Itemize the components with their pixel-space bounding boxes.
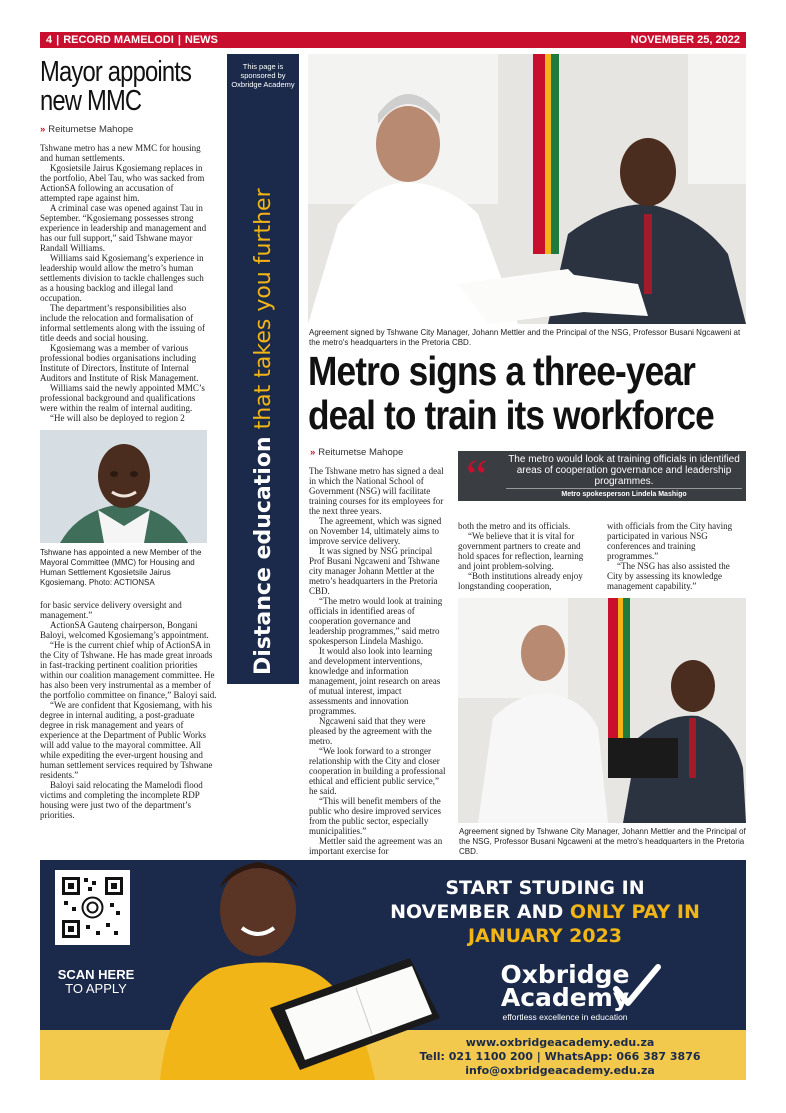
left-headline-line2: new MMC — [40, 85, 142, 117]
paragraph: “We look forward to a stronger relationship with the City and closer cooperation in building a professional ethical and efficient public service,” he said. — [309, 746, 446, 796]
scan-here-label — [44, 968, 148, 996]
page-header — [40, 32, 746, 48]
paragraph: “The metro would look at training officials in identified areas of cooperation governance and leadership programmes,” said metro spokesperson Lindela Mashigo. — [309, 596, 443, 646]
main-headline-line1: Metro signs a three-year — [308, 348, 695, 394]
portrait-caption: Tshwane has appointed a new Member of the Mayoral Committee (MMC) for Housing and Human Settlement Kgosietsile Jairus Kgosiemang. Photo: ACTIONSA — [40, 548, 202, 587]
paragraph: “The NSG has also assisted the City by assessing its knowledge management capability.” — [607, 561, 730, 591]
paragraph: with officials from the City having participated in various NSG conferences and training programmes.” — [607, 521, 733, 561]
main-article-col2 — [458, 521, 598, 591]
paragraph: Mettler said the agreement was an important exercise for — [309, 836, 443, 856]
byline-arrows-icon: » — [310, 447, 316, 458]
logo-tagline: effortless excellence in education — [502, 1012, 628, 1022]
logo-line2: Academy — [500, 983, 630, 1012]
paragraph: “Both institutions already enjoy longstanding cooperation, — [458, 571, 583, 591]
checkmark-icon — [612, 963, 662, 1009]
left-byline — [40, 124, 133, 135]
advert-phones: Tell: 021 1100 200 | WhatsApp: 066 387 3876 — [419, 1050, 701, 1063]
bottom-photo-caption: Agreement signed by Tshwane City Manager, Johann Mettler and the Principal of the NSG, Professor Busani Ngcaweni at the metro's headquarters in the Pretoria CBD. — [459, 827, 746, 856]
handshake-photo-illustration — [458, 598, 746, 823]
paragraph: It would also look into learning and development interventions, knowledge and information management, joint research on areas of mutual interest, impact assessments and innovation programmes. — [309, 646, 441, 716]
section-name: NEWS — [184, 34, 218, 46]
advert-headline — [350, 876, 740, 948]
sponsor-note: This page is sponsored by Oxbridge Academy — [231, 62, 295, 89]
paper-name: RECORD MAMELODI — [63, 34, 174, 46]
paragraph: The Tshwane metro has signed a deal in which the National School of Government (NSG) will facilitate training courses for its employees for the next three years. — [309, 466, 444, 516]
advert-headline-line2-yellow: ONLY PAY IN — [569, 901, 700, 923]
paragraph: The department’s responsibilities also include the relocation and formalisation of informal settlements along with the issuing of title deeds and social housing. — [40, 303, 205, 343]
left-headline-line1: Mayor appoints — [40, 56, 192, 88]
ribbon-vertical-slogan — [247, 110, 281, 675]
main-byline — [310, 447, 403, 458]
main-headline — [308, 349, 746, 437]
slogan-yellow: that takes you further — [251, 188, 276, 430]
paragraph: It was signed by NSG principal Prof Busani Ngcaweni and Tshwane city manager Johann Mettler at the metro’s headquarters in the Pretoria CBD. — [309, 546, 440, 596]
signing-photo-top — [308, 54, 746, 324]
qr-code-icon — [60, 875, 125, 940]
advert-headline-line2-white: NOVEMBER AND — [390, 901, 570, 923]
left-headline — [40, 56, 192, 117]
logo-line1: Oxbridge — [500, 960, 630, 989]
advert-headline-line1: START STUDING IN — [445, 877, 645, 899]
paragraph: “He is the current chief whip of ActionSA in the City of Tshwane. He has made great inroads in fast-tracking pertinent coalition priorities within our coalition management committee. He has also been very instrumental as a member of the portfolio committee on finance,” Baloyi said. — [40, 640, 217, 700]
paragraph: “We are confident that Kgosiemang, with his degree in internal auditing, a post-graduate degree in risk management and years of experience at the Department of Public Works will add value to the mayoral committee. All while expediting the ever-urgent housing and human settlement services required by Tshwane residents.” — [40, 700, 213, 780]
pull-quote-attribution: Metro spokesperson Lindela Mashigo — [506, 488, 742, 498]
paragraph: “We believe that it is vital for government partners to create and hold spaces for reflection, learning and joint problem-solving. — [458, 531, 584, 571]
paragraph: Kgosietsile Jairus Kgosiemang replaces in the portfolio, Abel Tau, who was sacked from ActionSA following an accusation of attempted rape against him. — [40, 163, 205, 203]
paragraph: Tshwane metro has a new MMC for housing and human settlements. — [40, 143, 201, 163]
left-article-body-top — [40, 143, 210, 423]
advert-email-link[interactable]: info@oxbridgeacademy.edu.za — [465, 1064, 655, 1077]
byline-arrows-icon: » — [40, 124, 46, 135]
header-left: 4 | RECORD MAMELODI | NEWS — [46, 34, 218, 46]
left-article-body-bottom — [40, 600, 220, 820]
left-byline-name: Reitumetse Mahope — [48, 124, 134, 135]
advert-headline-line3: JANUARY 2023 — [467, 925, 623, 947]
main-headline-line2: deal to train its workforce — [308, 392, 714, 438]
portrait-illustration — [40, 430, 207, 543]
paragraph: ActionSA Gauteng chairperson, Bongani Baloyi, welcomed Kgosiemang’s appointment. — [40, 620, 209, 640]
paragraph: “He will also be deployed to region 2 — [50, 413, 185, 423]
paragraph: Kgosiemang was a member of various professional bodies organisations including Institute of Directors, Institute of Internal Auditors and Institute of Risk Management. — [40, 343, 199, 383]
main-byline-name: Reitumetse Mahope — [318, 447, 404, 458]
main-article-col1 — [309, 466, 447, 856]
main-article-col3 — [607, 521, 746, 591]
pull-quote — [458, 451, 746, 501]
paragraph: A criminal case was opened against Tau in September. “Kgosiemang possesses strong experience in leadership and management and has our full support,” said Tshwane mayor Randall Williams. — [40, 203, 207, 253]
mmc-portrait-photo — [40, 430, 207, 543]
paragraph: Williams said the newly appointed MMC’s professional background and qualifications were within the realm of internal auditing. — [40, 383, 205, 413]
advert-website-link[interactable]: www.oxbridgeacademy.edu.za — [465, 1036, 655, 1049]
page-number: 4 — [46, 34, 53, 46]
pull-quote-text: The metro would look at training officials in identified areas of cooperation governance and leadership programmes. — [508, 454, 740, 487]
top-photo-caption: Agreement signed by Tshwane City Manager, Johann Mettler and the Principal of the NSG, Professor Busani Ngcaweni at the metro's headquarters in the Pretoria CBD. — [309, 328, 741, 347]
quote-mark-icon: “ — [466, 450, 488, 503]
paragraph: “This will benefit members of the public who desire improved services from the public sector, especially municipalities.” — [309, 796, 441, 836]
paragraph: The agreement, which was signed on November 14, ultimately aims to improve service delivery. — [309, 516, 442, 546]
slogan-white: Distance education — [251, 436, 276, 675]
paragraph: Williams said Kgosiemang’s experience in leadership would allow the metro’s human settlements division to tackle challenges such as a housing backlog and illegal land occupation. — [40, 253, 204, 303]
paragraph: Baloyi said relocating the Mamelodi flood victims and completing the incomplete RDP housing were just two of the department’s priorities. — [40, 780, 203, 820]
scan-line1: SCAN HERE — [57, 967, 135, 982]
advert-headline-line2 — [350, 900, 740, 924]
scan-line2: TO APPLY — [65, 981, 127, 996]
advert-contact — [410, 1036, 710, 1078]
signing-photo-illustration — [308, 54, 746, 324]
paragraph: both the metro and its officials. — [458, 521, 571, 531]
paragraph: Ngcaweni said that they were pleased by the agreement with the metro. — [309, 716, 432, 746]
issue-date: NOVEMBER 25, 2022 — [630, 34, 740, 46]
paragraph: for basic service delivery oversight and management.” — [40, 600, 182, 620]
handshake-photo — [458, 598, 746, 823]
qr-code[interactable] — [55, 870, 130, 945]
